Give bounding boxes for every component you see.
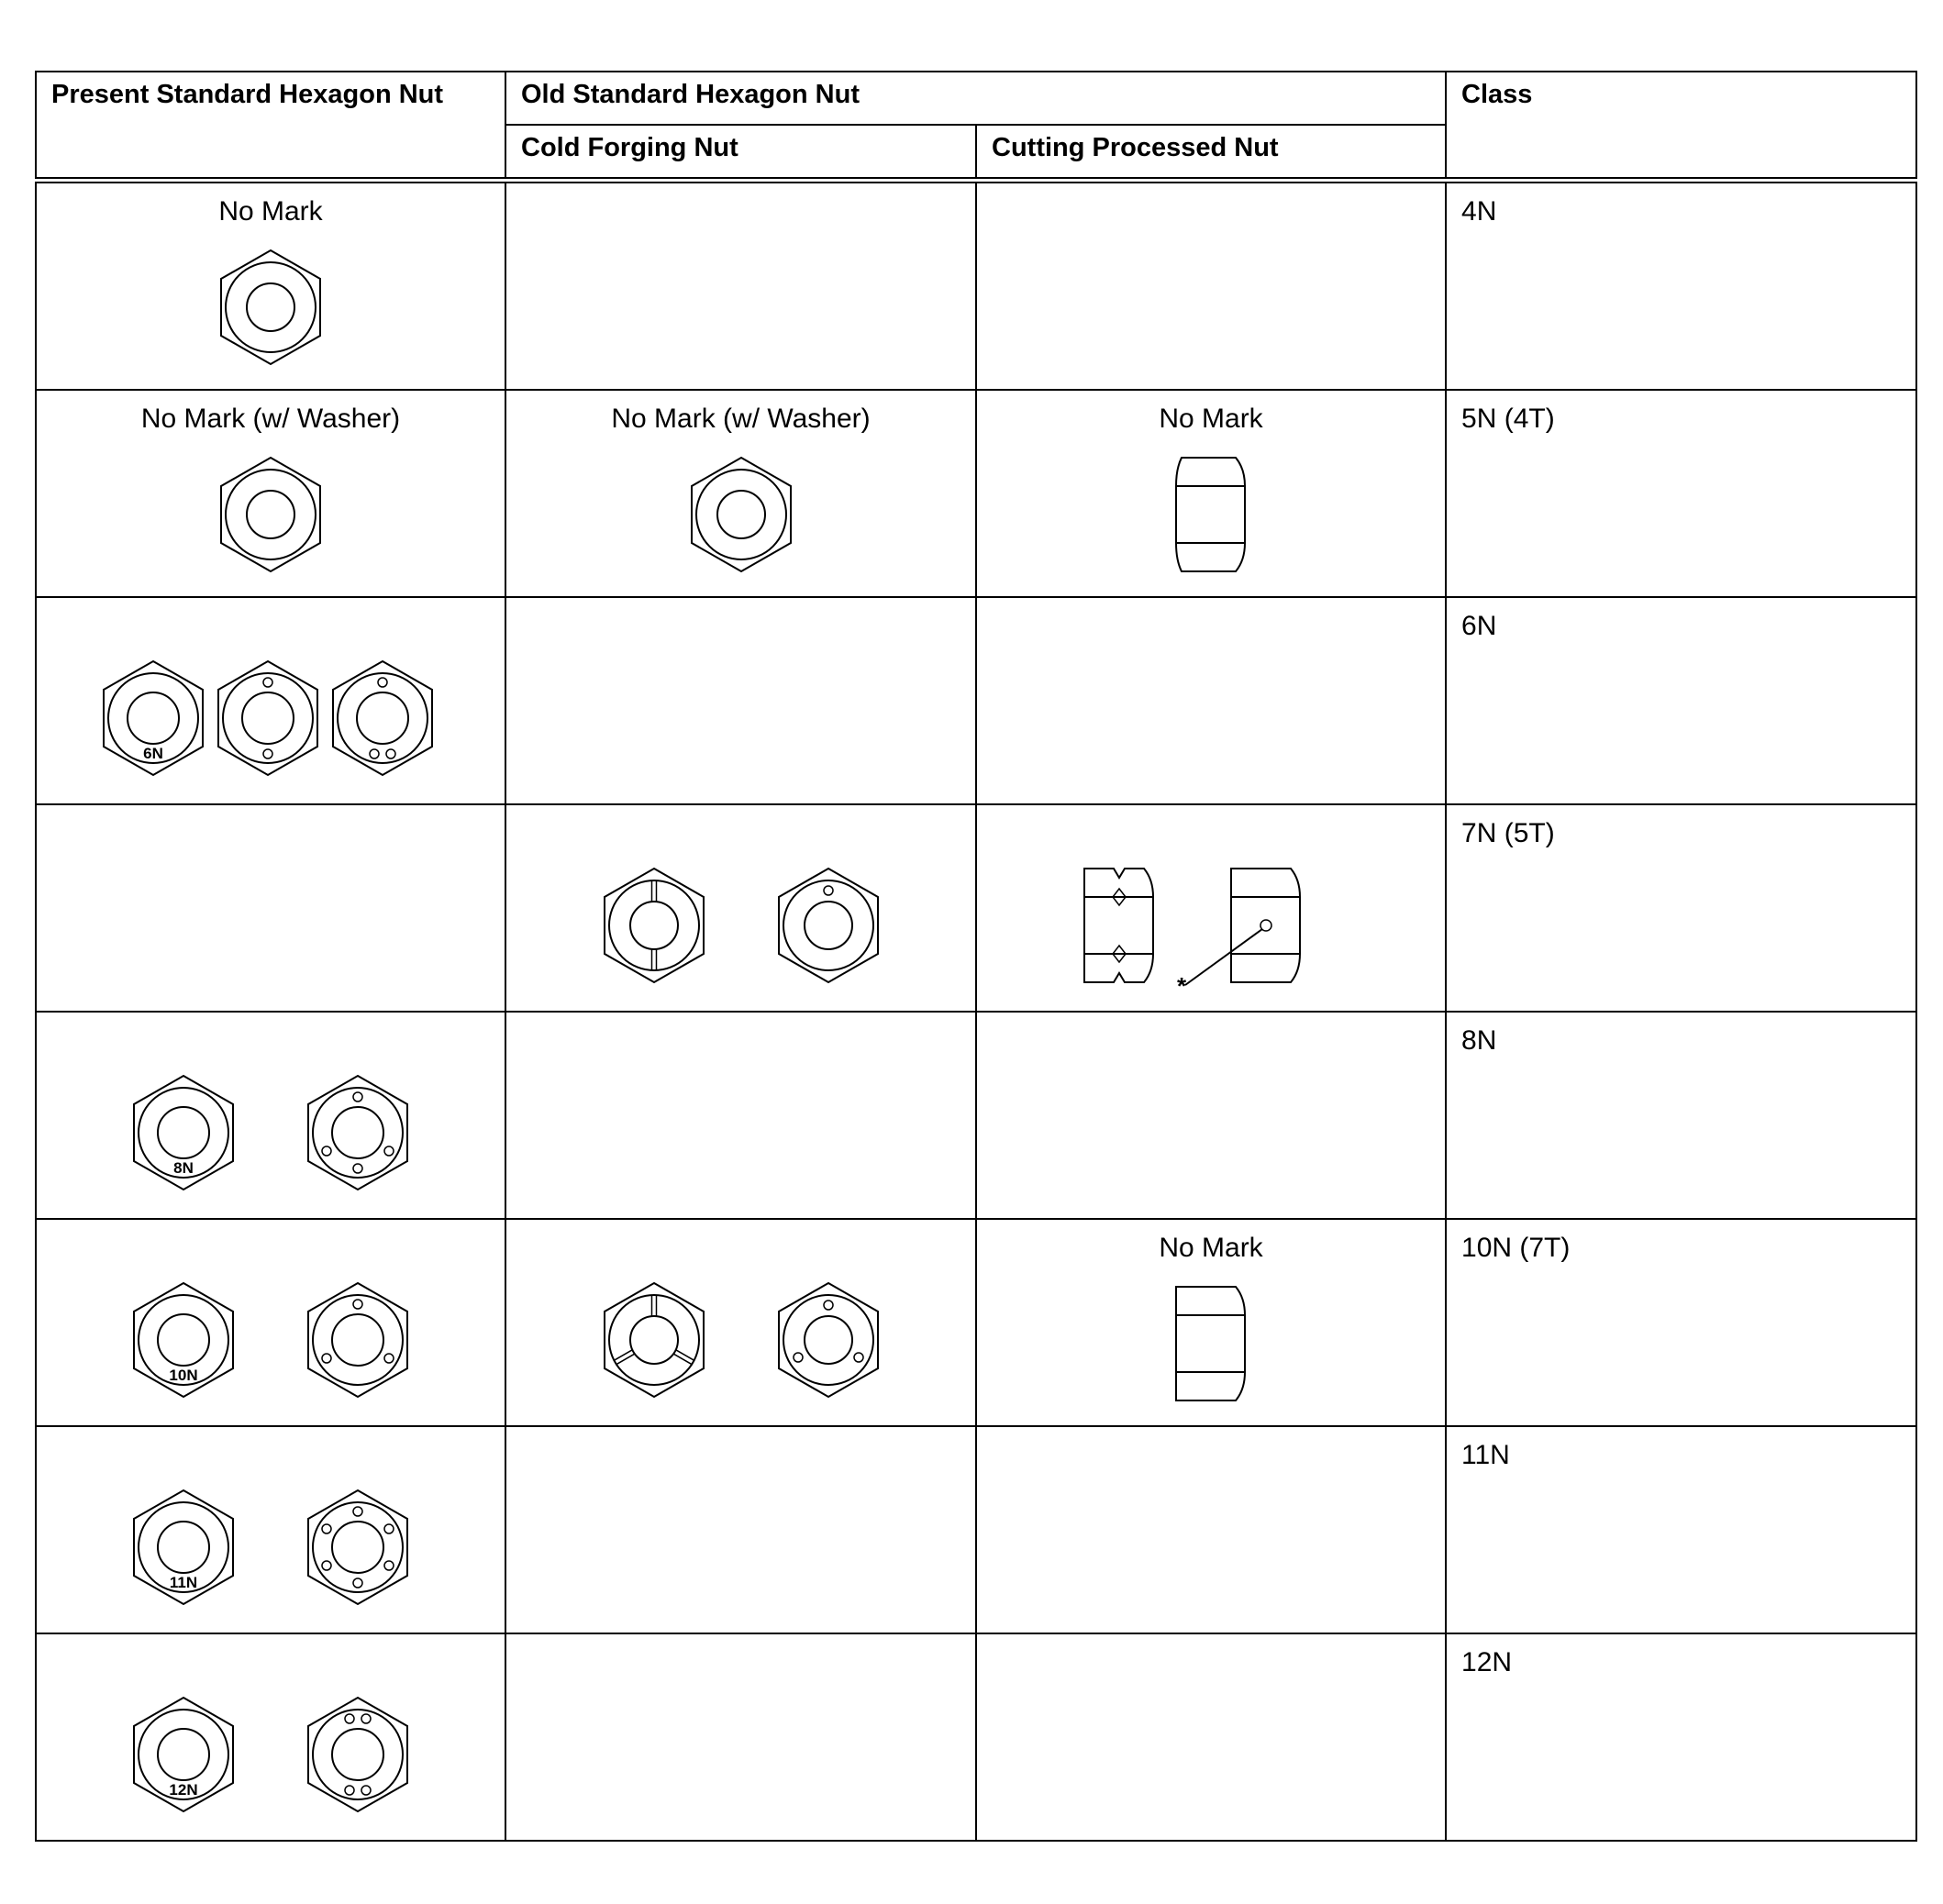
side-view-nut-icon	[1170, 455, 1252, 574]
nut-class-table-wrapper	[35, 71, 1915, 1842]
nut-mark-text: 11N	[169, 1574, 198, 1591]
table-row	[36, 597, 1916, 804]
class-value: 7N (5T)	[1461, 818, 1555, 848]
dot-marked-hex-nut-icon	[308, 1283, 407, 1397]
groove-marked-hex-nut-icon	[605, 869, 704, 982]
table-row	[36, 1426, 1916, 1633]
dot-marked-hex-nut-icon	[779, 1283, 878, 1397]
asterisk-mark: *	[1176, 972, 1187, 994]
table-row	[36, 390, 1916, 597]
10n-nut-variants	[124, 1280, 417, 1400]
12n-nut-variants	[124, 1695, 417, 1814]
table-row	[36, 181, 1916, 391]
6n-nut-variants	[96, 659, 445, 778]
header-old-standard: Old Standard Hexagon Nut	[505, 72, 1446, 125]
cold-label: No Mark (w/ Washer)	[611, 404, 871, 434]
groove-marked-hex-nut-icon	[605, 1283, 704, 1397]
cutting-label: No Mark	[1159, 1233, 1263, 1263]
header-class: Class	[1446, 72, 1916, 181]
present-label: No Mark	[218, 196, 323, 227]
marked-hex-nut-icon	[134, 1698, 233, 1811]
dot-marked-hex-nut-icon	[308, 1698, 407, 1811]
header-cold-forging: Cold Forging Nut	[505, 125, 976, 181]
side-view-nut-icon	[1170, 1284, 1252, 1403]
marked-hex-nut-icon	[134, 1283, 233, 1397]
7n-cutting-processed-nuts	[1073, 866, 1349, 994]
marked-hex-nut-icon	[134, 1076, 233, 1190]
cutting-label: No Mark	[1159, 404, 1263, 434]
notched-side-nut-icon	[1084, 869, 1153, 982]
plain-hex-nut-icon	[216, 248, 326, 367]
table-row	[36, 1633, 1916, 1841]
table-row	[36, 1219, 1916, 1426]
11n-nut-variants	[124, 1488, 417, 1607]
present-label: No Mark (w/ Washer)	[140, 404, 401, 434]
7n-cold-forging-nuts	[594, 866, 888, 985]
dot-marked-hex-nut-icon	[308, 1076, 407, 1190]
8n-nut-variants	[124, 1073, 417, 1192]
class-value: 10N (7T)	[1461, 1233, 1571, 1263]
class-value: 4N	[1461, 196, 1497, 227]
dot-marked-hex-nut-icon	[218, 661, 317, 775]
nut-mark-text: 12N	[169, 1781, 198, 1799]
marked-hex-nut-icon	[104, 661, 203, 775]
class-value: 11N	[1461, 1440, 1510, 1470]
washer-hex-nut-icon	[216, 455, 326, 574]
10n-cold-forging-nuts	[594, 1280, 888, 1400]
washer-hex-nut-icon	[686, 455, 796, 574]
class-value: 6N	[1461, 611, 1497, 641]
nut-mark-text: 8N	[173, 1159, 194, 1177]
table-row	[36, 1012, 1916, 1219]
dot-side-nut-icon	[1185, 869, 1300, 985]
class-value: 5N (4T)	[1461, 404, 1555, 434]
class-value: 8N	[1461, 1025, 1497, 1056]
dot-marked-hex-nut-icon	[779, 869, 878, 982]
class-value: 12N	[1461, 1647, 1513, 1677]
nut-mark-text: 6N	[143, 745, 163, 762]
marked-hex-nut-icon	[134, 1490, 233, 1604]
header-present-standard: Present Standard Hexagon Nut	[36, 72, 505, 181]
dot-marked-hex-nut-icon	[333, 661, 432, 775]
table-row	[36, 804, 1916, 1012]
header-cutting-processed: Cutting Processed Nut	[976, 125, 1446, 181]
nut-class-table	[35, 71, 1917, 1842]
nut-mark-text: 10N	[169, 1367, 198, 1384]
dot-marked-hex-nut-icon	[308, 1490, 407, 1604]
